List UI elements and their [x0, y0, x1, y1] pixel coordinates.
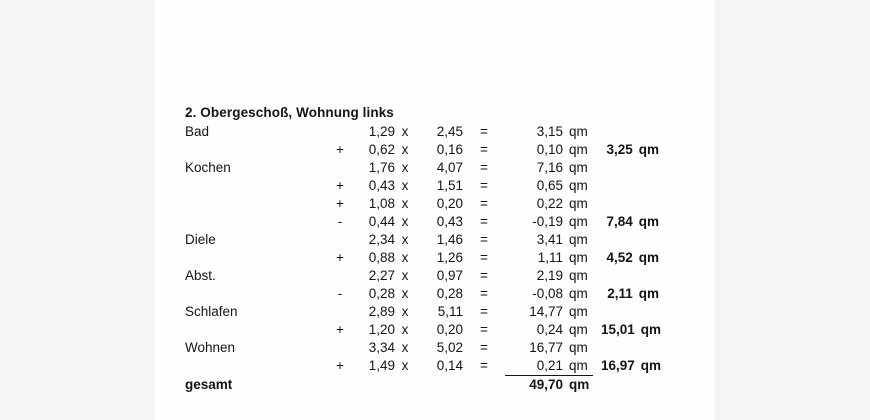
area-result: -0,08	[532, 286, 563, 301]
equals-sign: =	[480, 196, 488, 211]
equals-sign: =	[480, 340, 488, 355]
dimension-a: 0,88	[368, 250, 395, 265]
spacer-cell	[593, 376, 659, 394]
multiply-sign: x	[401, 232, 409, 247]
area-result: 14,77	[529, 304, 563, 319]
equals-sign: =	[480, 304, 488, 319]
area-result: 1,11	[537, 250, 563, 265]
room-name	[185, 195, 330, 213]
area-unit: qm	[569, 178, 588, 193]
room-name: Wohnen	[185, 340, 236, 355]
subtotal-cell	[593, 357, 662, 376]
subtotal-cell	[593, 213, 659, 231]
room-name	[185, 249, 330, 267]
operation-sign	[330, 159, 350, 177]
multiply-sign: x	[401, 322, 409, 337]
operation-sign: +	[336, 196, 344, 211]
dimension-b: 4,07	[436, 160, 463, 175]
document-page	[155, 0, 715, 420]
calculation-row	[185, 195, 715, 213]
calculation-row	[185, 213, 715, 231]
dimension-b: 2,45	[436, 124, 463, 139]
operation-sign: +	[336, 358, 344, 373]
multiply-sign: x	[401, 286, 409, 301]
subtotal-unit: qm	[638, 286, 659, 301]
spacer-cell	[330, 376, 350, 394]
dimension-a: 1,29	[368, 124, 395, 139]
multiply-sign: x	[401, 124, 409, 139]
multiply-sign: x	[401, 358, 409, 373]
multiply-sign: x	[401, 178, 409, 193]
dimension-a: 0,62	[368, 142, 395, 157]
dimension-b: 5,02	[436, 340, 463, 355]
subtotal-unit: qm	[638, 142, 659, 157]
room-name: Diele	[185, 232, 216, 247]
subtotal-unit: qm	[640, 322, 662, 337]
area-unit: qm	[569, 232, 588, 247]
area-unit: qm	[563, 357, 593, 376]
dimension-a: 2,89	[368, 304, 395, 319]
subtotal-value: 3,25	[606, 142, 633, 157]
subtotal-cell	[593, 195, 659, 213]
dimension-a: 3,34	[368, 340, 395, 355]
area-result: 16,77	[529, 340, 563, 355]
area-result: 0,21	[505, 357, 563, 376]
calculation-row	[185, 303, 715, 321]
spacer-cell	[350, 376, 395, 394]
subtotal-unit: qm	[640, 358, 662, 373]
area-result: 0,24	[536, 322, 563, 337]
subtotal-value: 2,11	[607, 286, 633, 301]
area-unit: qm	[569, 250, 588, 265]
section-title: 2. Obergeschoß, Wohnung links	[185, 105, 394, 120]
equals-sign: =	[480, 142, 488, 157]
calculation-table	[185, 123, 715, 376]
operation-sign	[330, 303, 350, 321]
dimension-b: 0,16	[436, 142, 463, 157]
room-name	[185, 285, 330, 303]
equals-sign: =	[480, 250, 488, 265]
area-result: 3,15	[536, 124, 563, 139]
operation-sign	[330, 231, 350, 249]
dimension-b: 0,43	[436, 214, 463, 229]
area-unit: qm	[569, 322, 588, 337]
area-result: 0,10	[536, 142, 563, 157]
room-name	[185, 357, 330, 376]
dimension-a: 0,44	[368, 214, 395, 229]
operation-sign: +	[336, 250, 344, 265]
operation-sign	[330, 123, 350, 141]
operation-sign	[330, 267, 350, 285]
operation-sign: -	[337, 286, 343, 301]
dimension-a: 1,49	[368, 358, 395, 373]
subtotal-cell	[593, 249, 659, 267]
dimension-b: 0,14	[436, 358, 463, 373]
calculation-row	[185, 249, 715, 267]
dimension-a: 1,20	[368, 322, 395, 337]
equals-sign: =	[480, 268, 488, 283]
calculation-row	[185, 177, 715, 195]
equals-sign: =	[480, 124, 488, 139]
area-result: 2,19	[536, 268, 563, 283]
room-name: Abst.	[185, 268, 216, 283]
calculation-row	[185, 123, 715, 141]
area-unit: qm	[569, 340, 588, 355]
area-result: -0,19	[532, 214, 563, 229]
subtotal-cell	[593, 159, 659, 177]
dimension-a: 0,43	[368, 178, 395, 193]
equals-sign: =	[480, 160, 488, 175]
equals-sign: =	[480, 214, 488, 229]
dimension-b: 0,20	[436, 196, 463, 211]
multiply-sign: x	[401, 160, 409, 175]
area-result: 0,65	[536, 178, 563, 193]
operation-sign: -	[337, 214, 343, 229]
subtotal-cell	[593, 285, 659, 303]
equals-sign: =	[480, 232, 488, 247]
subtotal-cell	[593, 303, 659, 321]
subtotal-value: 15,01	[601, 322, 635, 337]
dimension-a: 2,34	[368, 232, 395, 247]
calculation-row	[185, 321, 715, 339]
area-unit: qm	[569, 304, 588, 319]
room-name	[185, 321, 330, 339]
dimension-b: 0,97	[436, 268, 463, 283]
multiply-sign: x	[401, 304, 409, 319]
calculation-row	[185, 267, 715, 285]
total-row	[185, 376, 715, 394]
subtotal-cell	[593, 321, 662, 339]
dimension-a: 1,08	[368, 196, 395, 211]
total-unit: qm	[569, 377, 590, 392]
total-label: gesamt	[185, 377, 233, 392]
operation-sign: +	[336, 142, 344, 157]
room-name: Bad	[185, 124, 210, 139]
room-name: Kochen	[185, 160, 231, 175]
subtotal-unit: qm	[638, 250, 659, 265]
subtotal-cell	[593, 231, 659, 249]
operation-sign: +	[336, 178, 344, 193]
subtotal-cell	[593, 267, 659, 285]
area-unit: qm	[569, 142, 588, 157]
total-value: 49,70	[529, 377, 563, 392]
spacer-cell	[415, 376, 463, 394]
area-unit: qm	[569, 214, 588, 229]
room-name	[185, 141, 330, 159]
dimension-b: 1,26	[436, 250, 463, 265]
room-name: Schlafen	[185, 304, 238, 319]
area-unit: qm	[569, 196, 588, 211]
dimension-a: 2,27	[368, 268, 395, 283]
calculation-row	[185, 285, 715, 303]
multiply-sign: x	[401, 214, 409, 229]
equals-sign: =	[480, 358, 488, 373]
operation-sign	[330, 339, 350, 357]
subtotal-value: 16,97	[601, 358, 635, 373]
calculation-row	[185, 159, 715, 177]
subtotal-cell	[593, 123, 659, 141]
multiply-sign: x	[401, 340, 409, 355]
calculation-row	[185, 141, 715, 159]
subtotal-unit: qm	[638, 214, 659, 229]
calculation-row	[185, 339, 715, 357]
dimension-a: 0,28	[368, 286, 395, 301]
equals-sign: =	[480, 322, 488, 337]
room-name	[185, 177, 330, 195]
multiply-sign: x	[401, 268, 409, 283]
dimension-b: 1,51	[436, 178, 463, 193]
area-unit: qm	[569, 124, 588, 139]
subtotal-cell	[593, 339, 659, 357]
calculation-row	[185, 357, 715, 376]
area-unit: qm	[569, 268, 588, 283]
dimension-a: 1,76	[368, 160, 395, 175]
subtotal-value: 4,52	[606, 250, 633, 265]
area-unit: qm	[569, 286, 588, 301]
multiply-sign: x	[401, 250, 409, 265]
subtotal-value: 7,84	[606, 214, 633, 229]
subtotal-cell	[593, 177, 659, 195]
multiply-sign: x	[401, 142, 409, 157]
area-result: 3,41	[536, 232, 563, 247]
dimension-b: 1,46	[436, 232, 463, 247]
dimension-b: 0,20	[436, 322, 463, 337]
area-result: 0,22	[536, 196, 563, 211]
area-unit: qm	[569, 160, 588, 175]
dimension-b: 0,28	[436, 286, 463, 301]
area-result: 7,16	[536, 160, 563, 175]
operation-sign: +	[336, 322, 344, 337]
equals-sign: =	[480, 178, 488, 193]
room-name	[185, 213, 330, 231]
multiply-sign: x	[401, 196, 409, 211]
subtotal-cell	[593, 141, 659, 159]
spacer-cell	[463, 376, 505, 394]
dimension-b: 5,11	[437, 304, 463, 319]
spacer-cell	[395, 376, 415, 394]
calculation-row	[185, 231, 715, 249]
equals-sign: =	[480, 286, 488, 301]
